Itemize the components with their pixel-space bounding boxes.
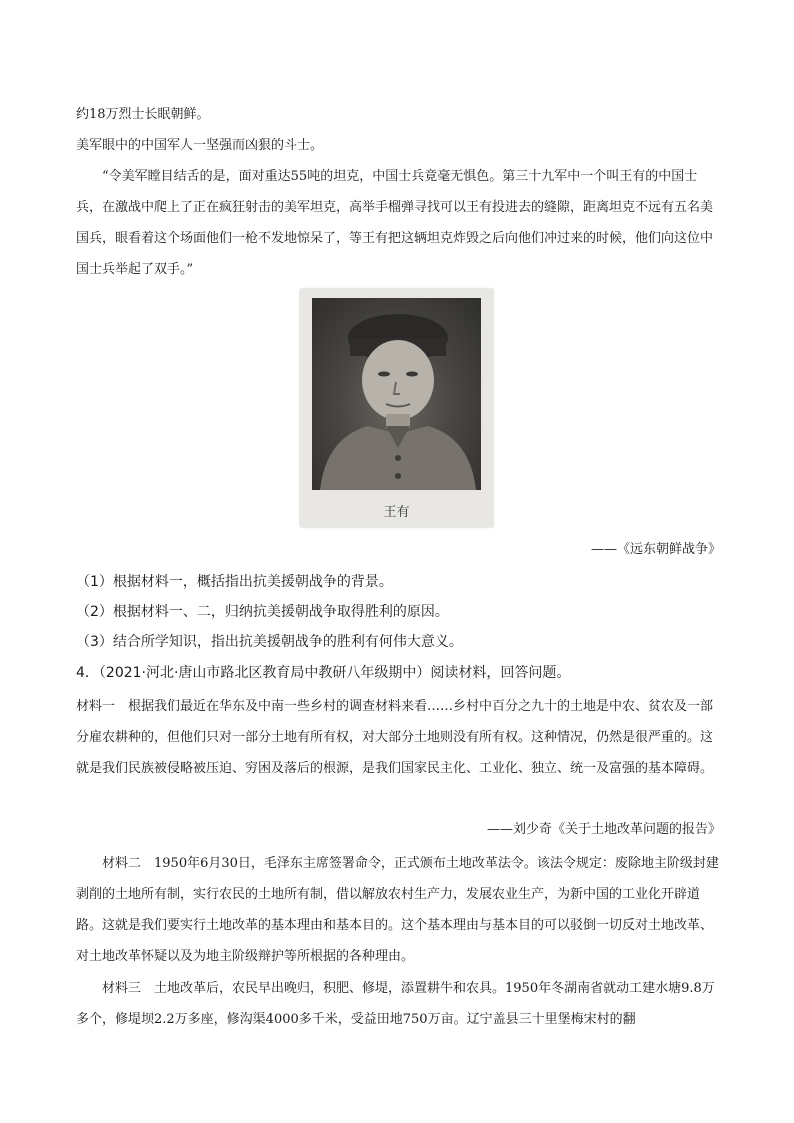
text-line-us-view: 美军眼中的中国军人一坚强而凶狠的斗士。 [76,138,324,153]
portrait-photo [300,289,493,527]
question-1: （1）根据材料一，概括指出抗美援朝战争的背景。 [76,574,393,590]
quote-paragraph: “令美军瞠目结舌的是，面对重达55吨的坦克，中国士兵竟毫无惧色。第三十九军中一个叫王有的中国士兵，在激战中爬上了正在疯狂射击的美军坦克，高举手榴弹寻找可以王有投进去的缝隙，距离坦克不远有五名美国兵，眼看着这个场面他们一枪不发地惊呆了，等王有把这辆坦克炸毁之后向他们冲过来的时候，他们向这位中国士兵举起了双手。” [76,169,714,277]
portrait-image [312,298,481,490]
material-1-paragraph: 材料一 根据我们最近在华东及中南一些乡村的调查材料来看……乡村中百分之九十的土地是中农、贫农及一部分雇农耕种的，但他们只对一部分土地有所有权，对大部分土地则没有所有权。这种情况，仍然是很严重的。这就是我们民族被侵略被压迫、穷困及落后的根源，是我们国家民主化、工业化、独立、统一及富强的基本障碍。 [76,699,714,776]
text-line-martyrs: 约18万烈士长眠朝鲜。 [76,107,210,122]
source-citation-2: ——刘少奇《关于土地改革问题的报告》 [486,822,721,837]
question-2: （2）根据材料一、二，归纳抗美援朝战争取得胜利的原因。 [76,604,449,620]
problem-4-header: 4．（2021·河北·唐山市路北区教育局中教研八年级期中）阅读材料，回答问题。 [76,665,571,681]
source-citation-1: ——《远东朝鲜战争》 [590,542,721,557]
question-3: （3）结合所学知识，指出抗美援朝战争的胜利有何伟大意义。 [76,634,463,650]
photo-caption: 王有 [383,505,410,520]
material-2-paragraph: 材料二 1950年6月30日，毛泽东主席签署命令，正式颁布土地改革法令。该法令规定：废除地主阶级封建剥削的土地所有制，实行农民的土地所有制，借以解放农村生产力，发展农业生产，为新中国的工业化开辟道路。这就是我们要实行土地改革的基本理由和基本目的。这个基本理由与基本目的可以驳倒一切反对土地改革、对土地改革怀疑以及为地主阶级辩护等所根据的各种理由。 [76,856,719,964]
material-3-paragraph: 材料三 土地改革后，农民早出晚归，积肥、修堤，添置耕牛和农具。1950年冬湖南省就动工建水塘9.8万多个，修堤坝2.2万多座，修沟渠4000多千米，受益田地750万亩。辽宁盖县三十里堡梅宋村的翻 [76,981,715,1027]
portrait-figure-icon [312,298,481,490]
